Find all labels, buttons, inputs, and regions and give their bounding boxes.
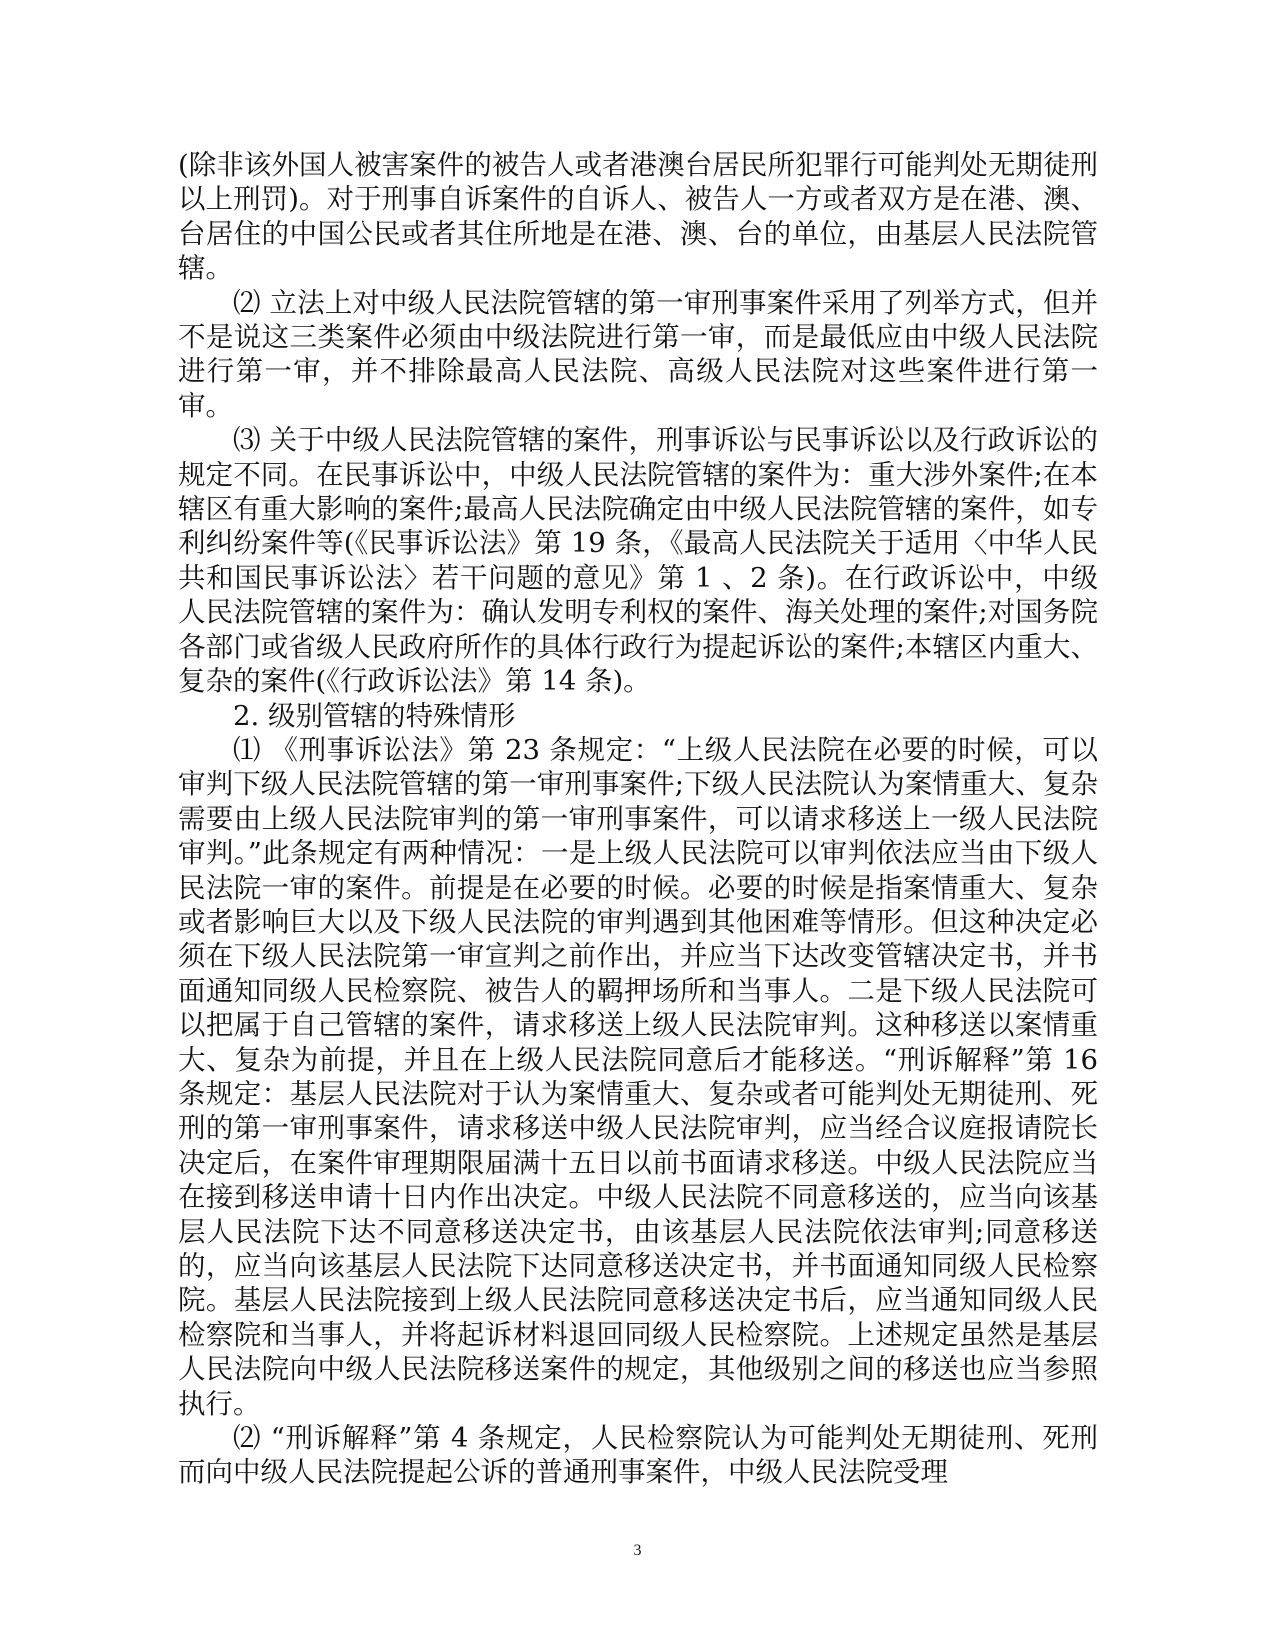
page-number: 3	[633, 1542, 642, 1559]
paragraph-3: ⑶ 关于中级人民法院管辖的案件，刑事诉讼与民事诉讼以及行政诉讼的规定不同。在民事诉讼中，中级人民法院管辖的案件为：重大涉外案件;在本辖区有重大影响的案件;最高人民法院确定由中级人民法院管辖的案件，如专利纠纷案件等(《民事诉讼法》第 19 条，《最高人民法院关于适用〈中华人民共和国民事诉讼法〉若干问题的意见》第 1 、2 条)。在行政诉讼中，中级人民法院管辖的案件为：确认发明专利权的案件、海关处理的案件;对国务院各部门或省级人民政府所作的具体行政行为提起诉讼的案件;本辖区内重大、复杂的案件(《行政诉讼法》第 14 条)。	[178, 424, 1098, 698]
paragraph-6: ⑵ “刑诉解释”第 4 条规定，人民检察院认为可能判处无期徒刑、死刑而向中级人民法院提起公诉的普通刑事案件，中级人民法院受理	[178, 1422, 1098, 1489]
section-heading-level-jurisdiction: 2. 级别管辖的特殊情形	[233, 699, 516, 732]
paragraph-1: (除非该外国人被害案件的被告人或者港澳台居民所犯罪行可能判处无期徒刑以上刑罚)。对于刑事自诉案件的自诉人、被告人一方或者双方是在港、澳、台居住的中国公民或者其住所地是在港、澳、台的单位，由基层人民法院管辖。	[178, 149, 1098, 285]
paragraph-2: ⑵ 立法上对中级人民法院管辖的第一审刑事案件采用了列举方式，但并不是说这三类案件必须由中级法院进行第一审，而是最低应由中级人民法院进行第一审，并不排除最高人民法院、高级人民法院对这些案件进行第一审。	[178, 286, 1098, 422]
paragraph-5: ⑴ 《刑事诉讼法》第 23 条规定：“上级人民法院在必要的时候，可以审判下级人民法院管辖的第一审刑事案件;下级人民法院认为案情重大、复杂需要由上级人民法院审判的第一审刑事案件，可以请求移送上一级人民法院审判。”此条规定有两种情况：一是上级人民法院可以审判依法应当由下级人民法院一审的案件。前提是在必要的时候。必要的时候是指案情重大、复杂或者影响巨大以及下级人民法院的审判遇到其他困难等情形。但这种决定必须在下级人民法院第一审宣判之前作出，并应当下达改变管辖决定书，并书面通知同级人民检察院、被告人的羁押场所和当事人。二是下级人民法院可以把属于自己管辖的案件，请求移送上级人民法院审判。这种移送以案情重大、复杂为前提，并且在上级人民法院同意后才能移送。“刑诉解释”第 16 条规定：基层人民法院对于认为案情重大、复杂或者可能判处无期徒刑、死刑的第一审刑事案件，请求移送中级人民法院审判，应当经合议庭报请院长决定后，在案件审理期限届满十五日以前书面请求移送。中级人民法院应当在接到移送申请十日内作出决定。中级人民法院不同意移送的，应当向该基层人民法院下达不同意移送决定书，由该基层人民法院依法审判;同意移送的，应当向该基层人民法院下达同意移送决定书，并书面通知同级人民检察院。基层人民法院接到上级人民法院同意移送决定书后，应当通知同级人民检察院和当事人，并将起诉材料退回同级人民检察院。上述规定虽然是基层人民法院向中级人民法院移送案件的规定，其他级别之间的移送也应当参照执行。	[178, 733, 1098, 1420]
document-body	[178, 148, 1098, 1490]
